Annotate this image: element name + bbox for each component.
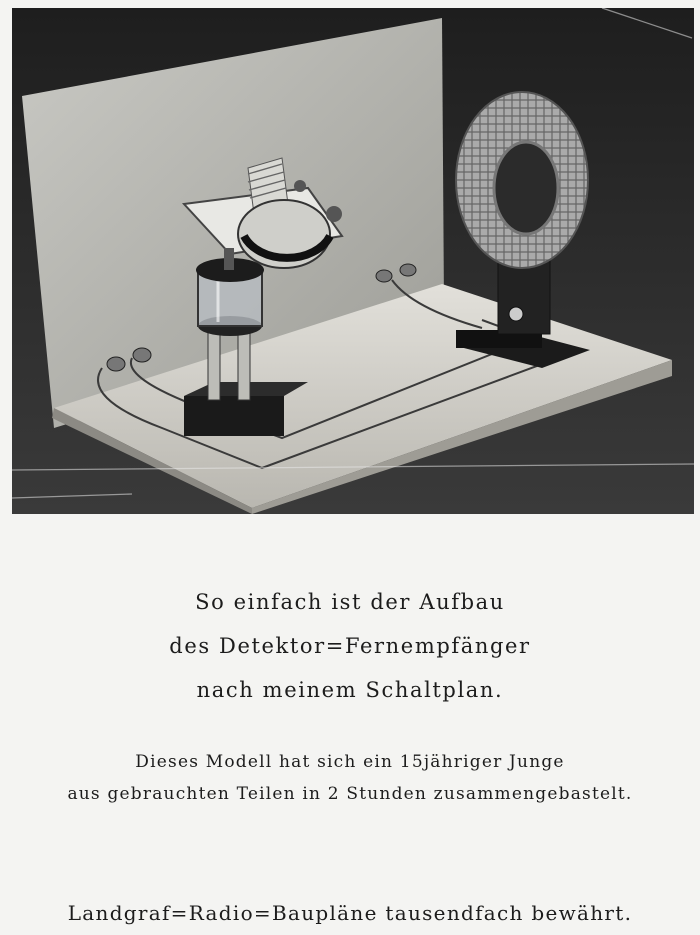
caption-line-2: des Detektor=Fernempfänger bbox=[169, 634, 531, 658]
caption-main bbox=[0, 580, 700, 712]
detector-receiver-photo bbox=[12, 8, 694, 514]
photo-illustration bbox=[12, 8, 694, 514]
caption-detail-line-2: aus gebrauchten Teilen in 2 Stunden zusammengebastelt. bbox=[67, 784, 633, 804]
caption-line-1: So einfach ist der Aufbau bbox=[195, 590, 505, 614]
caption-detail-line-1: Dieses Modell hat sich ein 15jähriger Junge bbox=[135, 752, 565, 772]
caption-line-3: nach meinem Schaltplan. bbox=[196, 678, 504, 702]
caption-footer: Landgraf=Radio=Baupläne tausendfach bewährt. bbox=[67, 901, 633, 925]
caption-detail bbox=[0, 746, 700, 810]
